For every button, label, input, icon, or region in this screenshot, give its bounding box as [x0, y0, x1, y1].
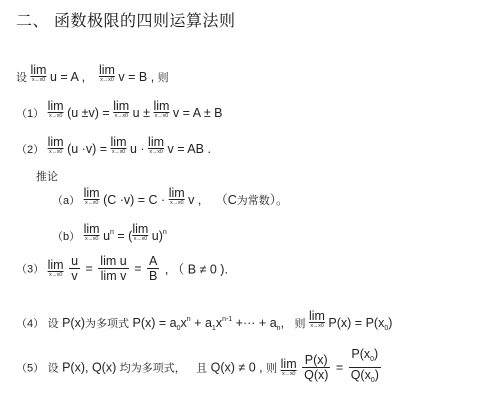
rule-4-result: P(x) = P(x [328, 316, 385, 330]
rule-3-rhs-fraction [147, 254, 159, 283]
rule-number: （2） [16, 144, 45, 156]
lim-symbol: lim x→x0 [132, 222, 149, 242]
fraction-numerator: u [71, 254, 79, 268]
lim-symbol: lim x→x0 [168, 186, 185, 206]
lim-symbol: lim x→x0 [47, 258, 64, 278]
equals-sign: = [102, 106, 110, 120]
premise-u: u = A , [49, 70, 86, 84]
rule-2-v: v = AB . [167, 142, 211, 156]
fraction-denominator: B [148, 269, 158, 283]
corollary-b-eq: = ( [117, 229, 133, 243]
rule-5-pq: P(x), Q(x) [62, 360, 117, 375]
corollary-a-note-close: ）。 [269, 193, 289, 207]
corollary-b-lhs: u [103, 229, 111, 243]
corollary-label: 推论 [36, 171, 58, 183]
rule-4-px: P(x) [62, 316, 86, 330]
rule-5 [16, 347, 383, 388]
corollary-b-rhs: u) [151, 229, 163, 243]
corollary-a-lhs: (C ·v) = C · [103, 193, 166, 207]
fraction-denominator: Q(x) [304, 368, 329, 382]
lim-symbol: lim x→x0 [110, 135, 127, 155]
rule-4-result-end: ) [388, 316, 393, 330]
lim-symbol: lim x→x0 [30, 63, 47, 83]
premise-v: v = B , [118, 70, 155, 84]
page-title: 二、 函数极限的四则运算法则 [16, 13, 236, 30]
premise-prefix: 设 [16, 72, 27, 84]
corollary-a-rhs: v , [188, 193, 202, 207]
lim-symbol: lim x→x0 [83, 222, 100, 242]
corollary-a-note: 为常数 [236, 195, 270, 207]
premise-suffix: 则 [157, 72, 169, 84]
fraction-denominator: v [71, 269, 78, 283]
rule-2-lhs: (u ·v) [67, 142, 97, 156]
fraction-numerator: P(x) [302, 353, 330, 368]
rule-4-poly-end: , [280, 316, 285, 330]
rule-4-then: 则 [294, 318, 306, 330]
fraction-numerator: A [148, 254, 158, 268]
lim-symbol: lim x→x0 [113, 99, 130, 119]
rule-number: （4） [16, 318, 45, 330]
lim-symbol: lim x→x0 [47, 135, 64, 155]
rule-1-v: v = A ± B [172, 106, 223, 120]
rule-5-and: 且 [196, 362, 208, 375]
premise-line [16, 64, 169, 85]
lim-symbol: lim x→x0 [98, 63, 115, 83]
lim-symbol: lim x→x0 [83, 186, 100, 206]
rule-number: （1） [16, 108, 45, 120]
rule-5-rhs-fraction [349, 347, 381, 388]
lim-symbol: lim x→x0 [280, 357, 297, 377]
rule-4-prefix: 设 [47, 318, 59, 330]
lim-symbol: lim x→x0 [47, 99, 64, 119]
exponent: n [110, 229, 114, 236]
corollary-b-number: （b） [52, 231, 81, 243]
corollary-a-number: （a） [52, 195, 81, 207]
equals-sign: = [85, 261, 93, 276]
rule-4-poly-x: x [180, 316, 187, 330]
equals-sign: = [335, 360, 344, 375]
rule-1-lhs: (u ±v) [67, 106, 99, 120]
rule-4: （4） 设 P(x)为多项式 $P(x) = a_0x^n + a_1x^{n-1}$ +··· + $a_n$, 则 lim x→x0 $P(x) = P(x_0)$ [16, 309, 393, 332]
lim-symbol: lim x→x0 [153, 99, 170, 119]
corollary-b [52, 223, 167, 244]
rule-4-poly: P(x) = a [132, 316, 177, 330]
lim-symbol: lim x→x0 [148, 135, 165, 155]
fraction-denominator: $Q(x_0)$ [350, 368, 379, 384]
rule-3-mid-fraction [98, 254, 128, 283]
fraction-denominator: lim v [100, 269, 127, 283]
rule-1 [16, 100, 223, 121]
rule-3 [16, 254, 228, 283]
equals-sign: = [134, 261, 142, 276]
fraction-numerator: lim u [100, 254, 127, 268]
rule-4-poly-tail3: +··· + a [235, 316, 277, 330]
corollary-a-note-open: （C [215, 193, 237, 207]
fraction-numerator: $P(x_0)$ [349, 347, 381, 368]
rule-number: （3） [16, 263, 45, 276]
rule-5-desc: 均为多项式， [119, 362, 186, 375]
rule-5-then: 则 [266, 362, 278, 375]
rule-4-poly-x2: x [215, 316, 223, 330]
rule-1-u: u ± [132, 106, 150, 120]
rule-5-prefix: 设 [47, 362, 59, 375]
rule-3-condition: , （ B ≠ 0 ). [164, 262, 228, 277]
rule-2-u: u · [129, 142, 145, 156]
rule-5-condition: Q(x) ≠ 0 , [210, 360, 263, 375]
rule-4-poly-tail: + a [194, 316, 212, 330]
equals-sign: = [99, 142, 108, 156]
rule-3-lhs-fraction [69, 254, 80, 283]
rule-number: （5） [16, 362, 45, 375]
lim-symbol: lim x→x0 [308, 309, 325, 329]
rule-5-lhs-fraction [302, 353, 330, 382]
corollary-a [52, 187, 289, 208]
exponent: n [162, 229, 167, 236]
rule-2 [16, 136, 211, 157]
rule-4-desc: 为多项式 [85, 318, 130, 330]
